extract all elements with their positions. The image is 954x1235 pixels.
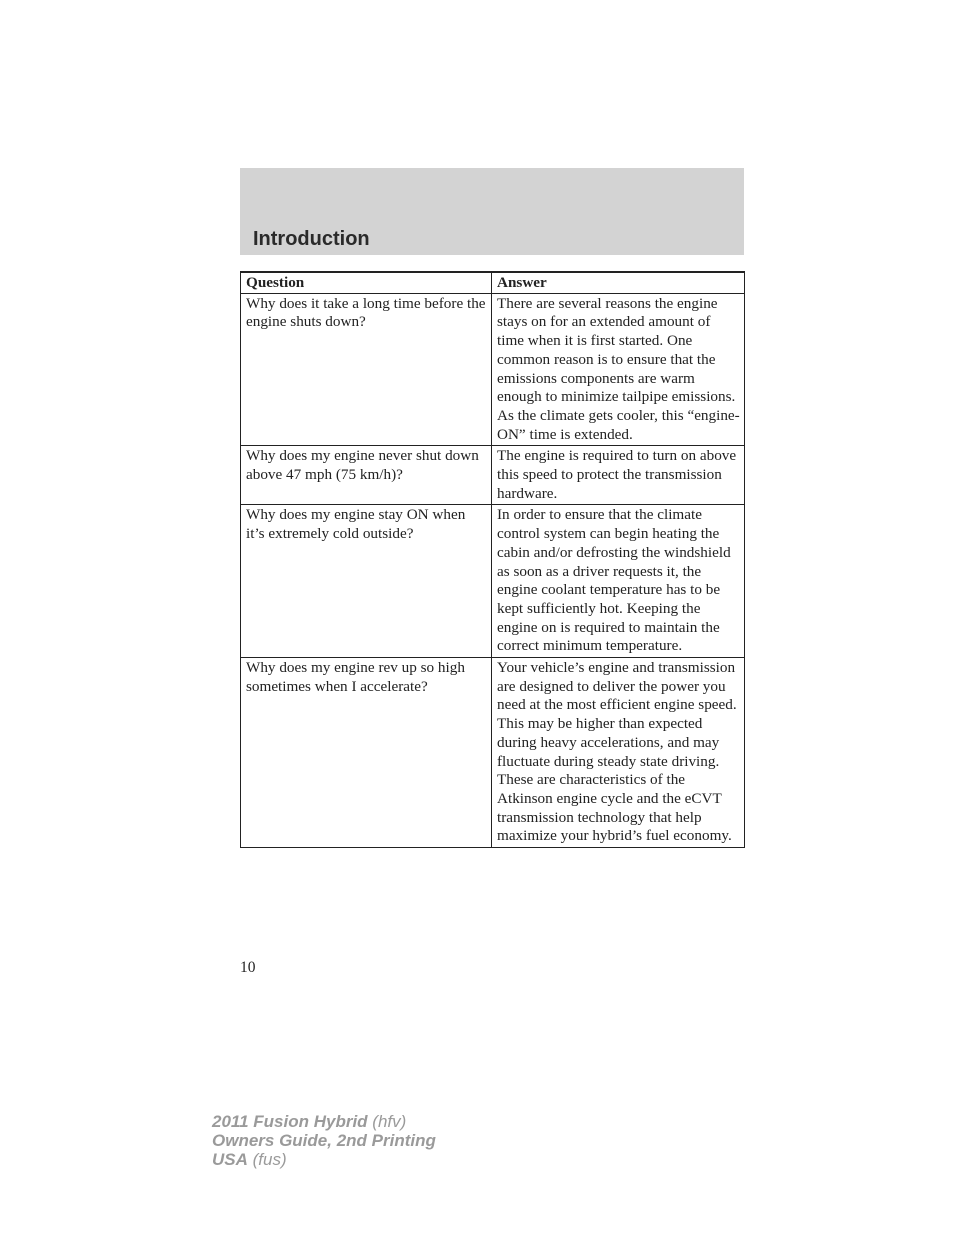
- table-row: [241, 293, 745, 446]
- answer-cell: Your vehicle’s engine and transmission are designed to deliver the power you need at the most efficient engine speed. This may be higher than expected during heavy accelerations, and may fluctuate during steady state driving. These are characteristics of the Atkinson engine cycle and the eCVT transmission technology that help maximize your hybrid’s fuel economy.: [492, 658, 745, 848]
- table-row: [241, 446, 745, 505]
- footer-market-code: (fus): [252, 1150, 287, 1169]
- table-header-row: [241, 272, 745, 293]
- footer-guide: Owners Guide, 2nd Printing: [212, 1131, 436, 1150]
- footer-model-line: [212, 1112, 436, 1131]
- table-row: [241, 658, 745, 848]
- footer-model-code: (hfv): [372, 1112, 407, 1131]
- question-cell: Why does it take a long time before the engine shuts down?: [241, 293, 492, 446]
- section-title: Introduction: [253, 228, 370, 250]
- answer-cell: There are several reasons the engine stays on for an extended amount of time when it is first started. One common reason is to ensure that the emissions components are warm enough to minimize tailpipe emissions. As the climate gets cooler, this “engine-ON” time is extended.: [492, 293, 745, 446]
- footer-guide-line: [212, 1131, 436, 1150]
- column-header-answer: Answer: [492, 272, 745, 293]
- question-cell: Why does my engine stay ON when it’s extremely cold outside?: [241, 505, 492, 658]
- question-cell: Why does my engine never shut down above 47 mph (75 km/h)?: [241, 446, 492, 505]
- page-number: 10: [240, 959, 256, 976]
- column-header-question: Question: [241, 272, 492, 293]
- footer-market: USA: [212, 1150, 248, 1169]
- answer-cell: The engine is required to turn on above this speed to protect the transmission hardware.: [492, 446, 745, 505]
- answer-cell: In order to ensure that the climate control system can begin heating the cabin and/or defrosting the windshield as soon as a driver requests it, the engine coolant temperature has to be kept sufficiently hot. Keeping the engine on is required to maintain the correct minimum temperature.: [492, 505, 745, 658]
- document-footer: [212, 1112, 436, 1169]
- section-header: [240, 168, 744, 255]
- footer-market-line: [212, 1150, 436, 1169]
- footer-model: 2011 Fusion Hybrid: [212, 1112, 368, 1131]
- faq-table: [240, 271, 745, 848]
- table-row: [241, 505, 745, 658]
- question-cell: Why does my engine rev up so high sometimes when I accelerate?: [241, 658, 492, 848]
